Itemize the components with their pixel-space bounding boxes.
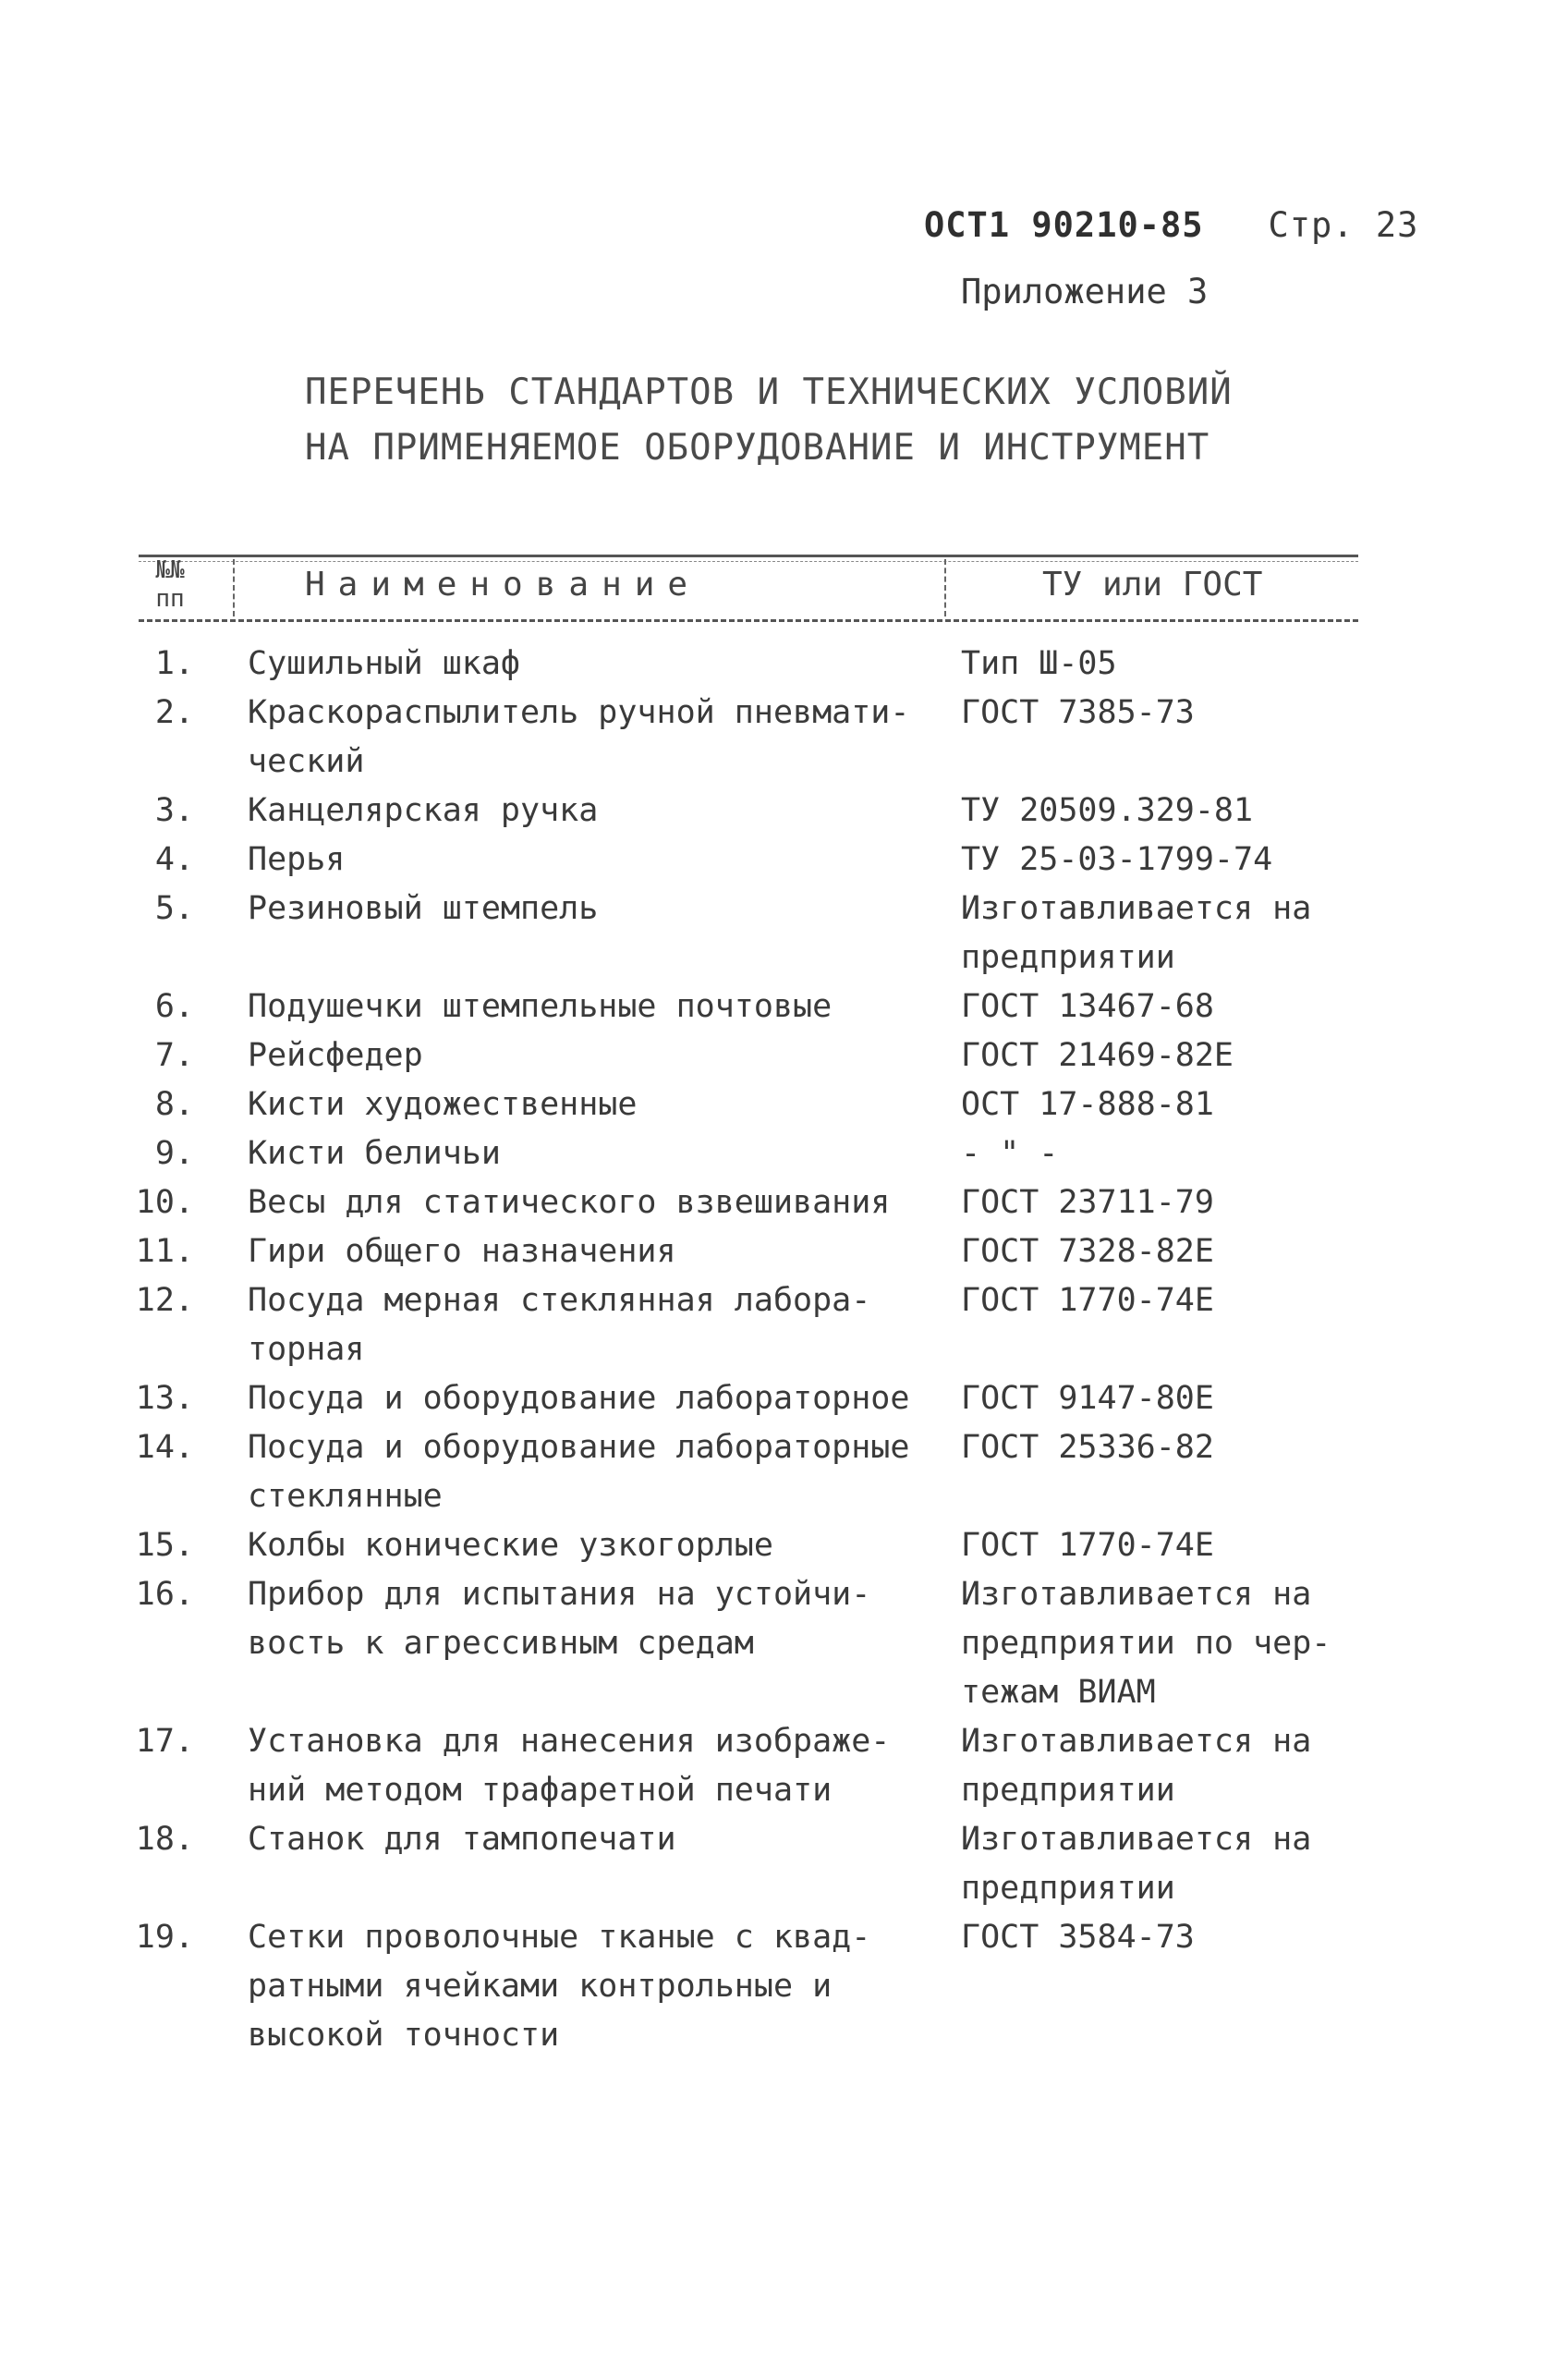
row-name-line: Рейсфедер: [248, 1037, 423, 1074]
row-standard: [961, 1717, 1358, 1815]
table-header-bottom-rule: [139, 619, 1358, 622]
table-row: [0, 1178, 1568, 1227]
page-number: Стр. 23: [1268, 205, 1419, 245]
row-number: 14.: [135, 1429, 194, 1466]
row-name: [248, 1521, 931, 1570]
row-name: [248, 1570, 931, 1668]
row-name: [248, 640, 931, 689]
row-standard-line: ГОСТ 25336-82: [961, 1429, 1214, 1466]
row-standard-line: ГОСТ 3584-73: [961, 1919, 1195, 1956]
row-number: 5.: [154, 890, 194, 927]
row-name-line: Канцелярская ручка: [248, 792, 599, 829]
row-number: 10.: [135, 1184, 194, 1221]
row-standard: [961, 1374, 1358, 1423]
row-standard-line: ГОСТ 1770-74Е: [961, 1282, 1214, 1319]
row-name: [248, 1717, 931, 1815]
row-standard-line: ГОСТ 1770-74Е: [961, 1527, 1214, 1564]
row-name: [248, 1815, 931, 1864]
row-name: [248, 1080, 931, 1129]
column-separator-1: [233, 559, 235, 616]
table-row: [0, 1276, 1568, 1374]
row-standard-line: ОСТ 17-888-81: [961, 1086, 1214, 1123]
row-name-line: высокой точности: [248, 2017, 560, 2054]
row-number: 2.: [154, 694, 194, 731]
table-row: [0, 1227, 1568, 1276]
row-name-line: стеклянные: [248, 1478, 443, 1515]
table-row: [0, 836, 1568, 885]
row-number: 16.: [135, 1576, 194, 1613]
row-standard-line: Изготавливается на: [961, 1723, 1312, 1760]
row-standard-line: предприятии по чер-: [961, 1625, 1331, 1662]
row-standard-line: ГОСТ 13467-68: [961, 988, 1214, 1025]
row-name-line: Установка для нанесения изображе-: [248, 1723, 891, 1760]
row-standard-line: ГОСТ 7328-82Е: [961, 1233, 1214, 1270]
row-name: [248, 885, 931, 933]
row-name-line: Сетки проволочные тканые с квад-: [248, 1919, 871, 1956]
row-standard-line: предприятии: [961, 1772, 1175, 1809]
row-name: [248, 1129, 931, 1178]
title-line-1: ПЕРЕЧЕНЬ СТАНДАРТОВ И ТЕХНИЧЕСКИХ УСЛОВИЙ: [305, 372, 1233, 413]
row-name-line: Подушечки штемпельные почтовые: [248, 988, 833, 1025]
table-row: [0, 1374, 1568, 1423]
row-standard-line: предприятии: [961, 1870, 1175, 1907]
table-row: [0, 1570, 1568, 1717]
row-name-line: Весы для статического взвешивания: [248, 1184, 891, 1221]
row-number: 7.: [154, 1037, 194, 1074]
column-separator-2: [944, 559, 946, 616]
table-row: [0, 1913, 1568, 2060]
appendix-label: Приложение 3: [961, 272, 1209, 311]
row-name: [248, 1227, 931, 1276]
table-row: [0, 787, 1568, 836]
row-number: 11.: [135, 1233, 194, 1270]
standard-code: ОСТ1 90210-85: [924, 205, 1204, 245]
table-row: [0, 982, 1568, 1031]
row-name-line: Гири общего назначения: [248, 1233, 676, 1270]
table-row: [0, 1031, 1568, 1080]
row-standard-line: ГОСТ 23711-79: [961, 1184, 1214, 1221]
row-name-line: ческий: [248, 743, 365, 780]
row-name-line: Краскораспылитель ручной пневмати-: [248, 694, 910, 731]
row-standard: [961, 1276, 1358, 1325]
row-name-line: Прибор для испытания на устойчи-: [248, 1576, 871, 1613]
title-line-2: НА ПРИМЕНЯЕМОЕ ОБОРУДОВАНИЕ И ИНСТРУМЕНТ: [305, 427, 1210, 469]
row-standard: [961, 1227, 1358, 1276]
row-standard-line: предприятии: [961, 939, 1175, 976]
document-title: [305, 365, 1233, 476]
row-standard-line: ТУ 20509.329-81: [961, 792, 1254, 829]
row-standard: [961, 885, 1358, 982]
row-name: [248, 689, 931, 787]
row-name: [248, 1178, 931, 1227]
row-standard: [961, 1031, 1358, 1080]
table-row: [0, 1129, 1568, 1178]
row-name-line: Станок для тампопечати: [248, 1821, 676, 1858]
row-name-line: Посуда мерная стеклянная лабора-: [248, 1282, 871, 1319]
row-name-line: торная: [248, 1331, 365, 1368]
row-standard: [961, 1423, 1358, 1472]
row-name-line: Колбы конические узкогорлые: [248, 1527, 773, 1564]
row-standard-line: тежам ВИАМ: [961, 1674, 1156, 1711]
row-standard-line: Изготавливается на: [961, 1576, 1312, 1613]
row-name-line: вость к агрессивным средам: [248, 1625, 754, 1662]
row-number: 3.: [154, 792, 194, 829]
row-standard: [961, 1570, 1358, 1717]
table-row: [0, 640, 1568, 689]
row-standard-line: Изготавливается на: [961, 890, 1312, 927]
table-row: [0, 1717, 1568, 1815]
row-number: 18.: [135, 1821, 194, 1858]
row-number: 15.: [135, 1527, 194, 1564]
row-standard: [961, 1815, 1358, 1913]
row-name: [248, 1374, 931, 1423]
row-number: 4.: [154, 841, 194, 878]
table-row: [0, 1423, 1568, 1521]
row-standard: [961, 1080, 1358, 1129]
row-number: 1.: [154, 645, 194, 682]
row-standard: [961, 1913, 1358, 1962]
column-header-name: Наименование: [305, 566, 701, 604]
row-number: 19.: [135, 1919, 194, 1956]
row-name-line: ратными ячейками контрольные и: [248, 1968, 833, 2005]
row-standard-line: ГОСТ 7385-73: [961, 694, 1195, 731]
table-row: [0, 1080, 1568, 1129]
row-name: [248, 982, 931, 1031]
table-row: [0, 1815, 1568, 1913]
row-name: [248, 787, 931, 836]
table-top-rule-dashed: [139, 561, 1358, 562]
row-standard: [961, 640, 1358, 689]
row-standard: [961, 1178, 1358, 1227]
row-name-line: Кисти беличьи: [248, 1135, 501, 1172]
row-name-line: Резиновый штемпель: [248, 890, 599, 927]
equipment-table: [0, 640, 1568, 2060]
row-standard-line: Тип Ш-05: [961, 645, 1117, 682]
row-name-line: Кисти художественные: [248, 1086, 638, 1123]
row-standard-line: ГОСТ 21469-82Е: [961, 1037, 1234, 1074]
row-standard-line: ТУ 25-03-1799-74: [961, 841, 1273, 878]
row-standard-line: ГОСТ 9147-80Е: [961, 1380, 1214, 1417]
row-number: 17.: [135, 1723, 194, 1760]
document-code: [924, 205, 1418, 245]
row-standard: [961, 982, 1358, 1031]
table-row: [0, 1521, 1568, 1570]
row-name-line: ний методом трафаретной печати: [248, 1772, 833, 1809]
row-standard: [961, 1129, 1358, 1178]
row-number: 8.: [154, 1086, 194, 1123]
row-name: [248, 836, 931, 885]
row-standard: [961, 836, 1358, 885]
row-standard-line: - " -: [961, 1135, 1059, 1172]
row-name: [248, 1031, 931, 1080]
table-top-rule: [139, 555, 1358, 557]
row-standard: [961, 1521, 1358, 1570]
table-row: [0, 689, 1568, 787]
column-header-number: №№ пп: [155, 556, 185, 613]
row-standard: [961, 787, 1358, 836]
column-header-standard: ТУ или ГОСТ: [1042, 566, 1263, 604]
row-name-line: Посуда и оборудование лабораторное: [248, 1380, 910, 1417]
row-name-line: Посуда и оборудование лабораторные: [248, 1429, 910, 1466]
row-name: [248, 1913, 931, 2060]
row-name: [248, 1423, 931, 1521]
row-name-line: Сушильный шкаф: [248, 645, 521, 682]
row-number: 6.: [154, 988, 194, 1025]
row-number: 13.: [135, 1380, 194, 1417]
row-number: 9.: [154, 1135, 194, 1172]
row-standard-line: Изготавливается на: [961, 1821, 1312, 1858]
row-number: 12.: [135, 1282, 194, 1319]
row-standard: [961, 689, 1358, 738]
row-name: [248, 1276, 931, 1374]
row-name-line: Перья: [248, 841, 346, 878]
table-row: [0, 885, 1568, 982]
